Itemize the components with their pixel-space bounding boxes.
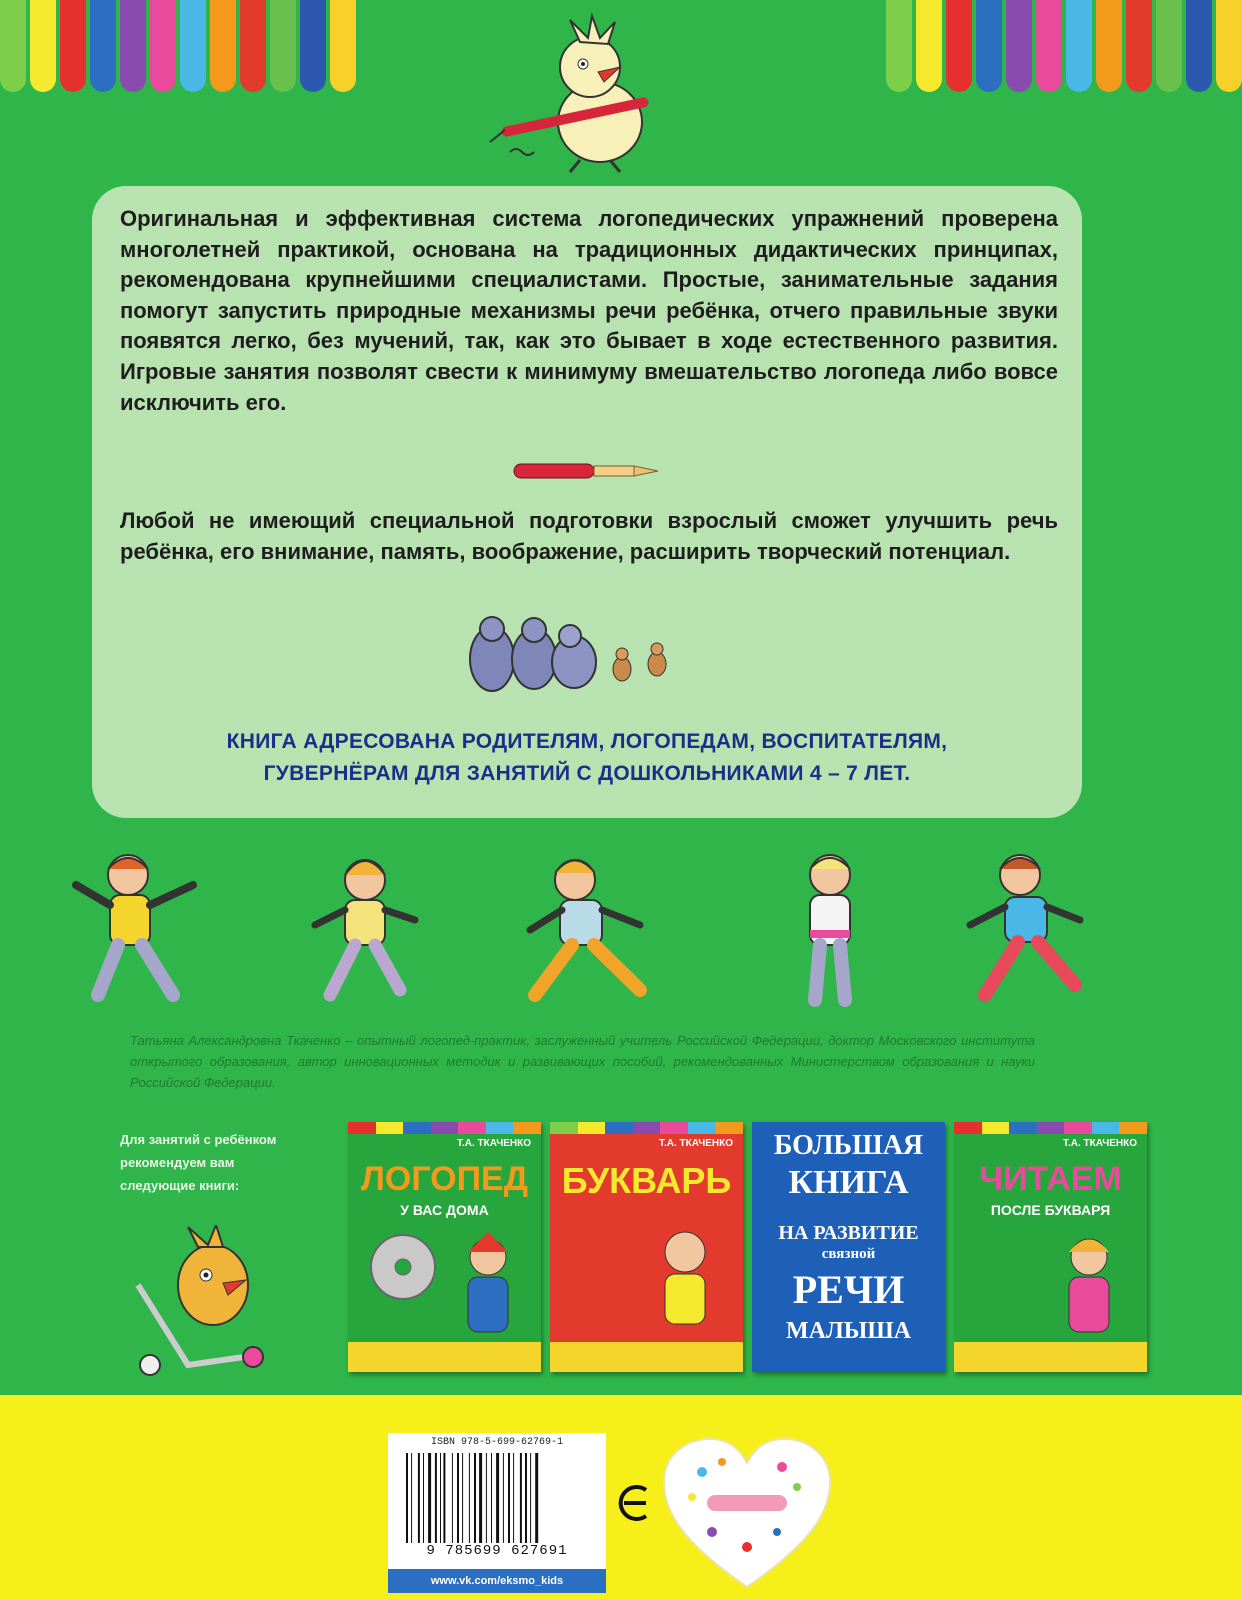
audience-line-2: ГУВЕРНЁРАМ ДЛЯ ЗАНЯТИЙ С ДОШКОЛЬНИКАМИ 4 – 7 ЛЕТ. bbox=[263, 762, 911, 785]
book-title: ЧИТАЕМ bbox=[979, 1160, 1122, 1198]
color-stripe bbox=[1036, 0, 1062, 92]
description-paragraph-1: Оригинальная и эффективная система логопедических упражнений проверена многолетней практикой, основана на традиционных дидактических принципах, рекомендована крупнейшими специалистами. Простые, занимательные задания помогут запустить природные механизмы речи ребёнка, отчего правильные звуки появятся легко, без мучений, так, как это бывает в ходе естественного развития. Игровые занятия позволят свести к минимуму вмешательство логопеда либо вовсе исключить его. bbox=[120, 206, 1058, 415]
boy-thinking-icon bbox=[760, 845, 900, 1015]
vk-link[interactable]: www.vk.com/eksmo_kids bbox=[388, 1569, 606, 1593]
book-bottom-band bbox=[550, 1342, 743, 1372]
book-title-line-6: МАЛЫША bbox=[785, 1318, 912, 1344]
description-paragraph-2: Любой не имеющий специальной подготовки взрослый сможет улучшить речь ребёнка, его внимание, память, воображение, расширить творческий потенциал. bbox=[120, 508, 1058, 564]
heart-badge-icon bbox=[662, 1437, 832, 1592]
recommend-text bbox=[120, 1128, 330, 1197]
book-stripes bbox=[550, 1122, 743, 1134]
book-stripes bbox=[348, 1122, 541, 1134]
color-stripe bbox=[90, 0, 116, 92]
boy-running-icon bbox=[520, 845, 660, 1015]
top-stripes-right bbox=[886, 0, 1242, 92]
birds-icon bbox=[462, 604, 682, 704]
top-stripes-left bbox=[0, 0, 356, 92]
book-title-line-4: связной bbox=[821, 1246, 876, 1262]
eksmo-e-icon bbox=[612, 1478, 656, 1528]
book-subtitle: ПОСЛЕ БУКВАРЯ bbox=[990, 1202, 1111, 1218]
recommend-line-2: рекомендуем вам bbox=[120, 1155, 235, 1170]
clown-icon bbox=[448, 1232, 528, 1337]
color-stripe bbox=[270, 0, 296, 92]
book-title-line-3: НА РАЗВИТИЕ bbox=[778, 1222, 919, 1244]
book-cover-bolshaya-kniga[interactable] bbox=[752, 1122, 945, 1372]
color-stripe bbox=[120, 0, 146, 92]
color-stripe bbox=[30, 0, 56, 92]
book-title: БУКВАРЬ bbox=[561, 1160, 732, 1201]
color-stripe bbox=[1156, 0, 1182, 92]
book-title-line-5: РЕЧИ bbox=[792, 1267, 905, 1312]
girl-reading-icon bbox=[1044, 1232, 1134, 1337]
book-author: Т.А. ТКАЧЕНКО bbox=[456, 1138, 531, 1149]
child-cheering-icon bbox=[68, 845, 208, 1015]
cd-disc-icon bbox=[368, 1232, 438, 1302]
book-author: Т.А. ТКАЧЕНКО bbox=[1062, 1138, 1137, 1149]
book-bottom-band bbox=[348, 1342, 541, 1372]
audience-line-1: КНИГА АДРЕСОВАНА РОДИТЕЛЯМ, ЛОГОПЕДАМ, ВОСПИТАТЕЛЯМ, bbox=[226, 730, 948, 753]
book-cover-logoped[interactable] bbox=[348, 1122, 541, 1372]
children-illustration-icon bbox=[635, 1222, 735, 1337]
book-cover-chitaem[interactable] bbox=[954, 1122, 1147, 1372]
book-title-line-2: КНИГА bbox=[788, 1164, 909, 1201]
book-cover-bukvar[interactable] bbox=[550, 1122, 743, 1372]
target-audience-heading bbox=[112, 726, 1062, 790]
barcode-icon bbox=[402, 1453, 592, 1543]
book-title-line-1: БОЛЬШАЯ bbox=[773, 1130, 924, 1161]
color-stripe bbox=[60, 0, 86, 92]
color-stripe bbox=[1066, 0, 1092, 92]
barcode-number: 9 785699 627691 bbox=[426, 1543, 568, 1559]
book-title: ЛОГОПЕД bbox=[361, 1160, 528, 1198]
color-stripe bbox=[1216, 0, 1242, 92]
color-stripe bbox=[1006, 0, 1032, 92]
color-stripe bbox=[300, 0, 326, 92]
book-subtitle: У ВАС ДОМА bbox=[400, 1202, 489, 1218]
chicken-scooter-icon bbox=[128, 1225, 278, 1380]
color-stripe bbox=[886, 0, 912, 92]
barcode-box bbox=[388, 1433, 606, 1593]
color-stripe bbox=[916, 0, 942, 92]
color-stripe bbox=[240, 0, 266, 92]
color-stripe bbox=[330, 0, 356, 92]
description-panel bbox=[92, 186, 1082, 818]
boy-walking-icon bbox=[960, 845, 1100, 1015]
recommend-line-3: следующие книги: bbox=[120, 1178, 240, 1193]
book-stripes bbox=[954, 1122, 1147, 1134]
color-stripe bbox=[150, 0, 176, 92]
color-stripe bbox=[180, 0, 206, 92]
recommend-line-1: Для занятий с ребёнком bbox=[120, 1132, 277, 1147]
book-bottom-band bbox=[954, 1342, 1147, 1372]
color-stripe bbox=[0, 0, 26, 92]
color-stripe bbox=[1096, 0, 1122, 92]
color-stripe bbox=[210, 0, 236, 92]
chicken-mascot-icon bbox=[470, 12, 700, 177]
book-author: Т.А. ТКАЧЕНКО bbox=[658, 1138, 733, 1149]
girl-running-icon bbox=[300, 845, 440, 1015]
color-stripe bbox=[1126, 0, 1152, 92]
color-stripe bbox=[946, 0, 972, 92]
pen-icon bbox=[512, 456, 662, 486]
color-stripe bbox=[1186, 0, 1212, 92]
author-bio: Татьяна Александровна Ткаченко – опытный логопед-практик, заслуженный учитель Российской Федерации, доктор Московского института открытого образования, автор инновационных методик и развивающих пособий, рекомендованных Министерством образования и науки Российской Федерации. bbox=[130, 1033, 1035, 1090]
color-stripe bbox=[976, 0, 1002, 92]
isbn-text: ISBN 978-5-699-62769-1 bbox=[430, 1437, 564, 1448]
